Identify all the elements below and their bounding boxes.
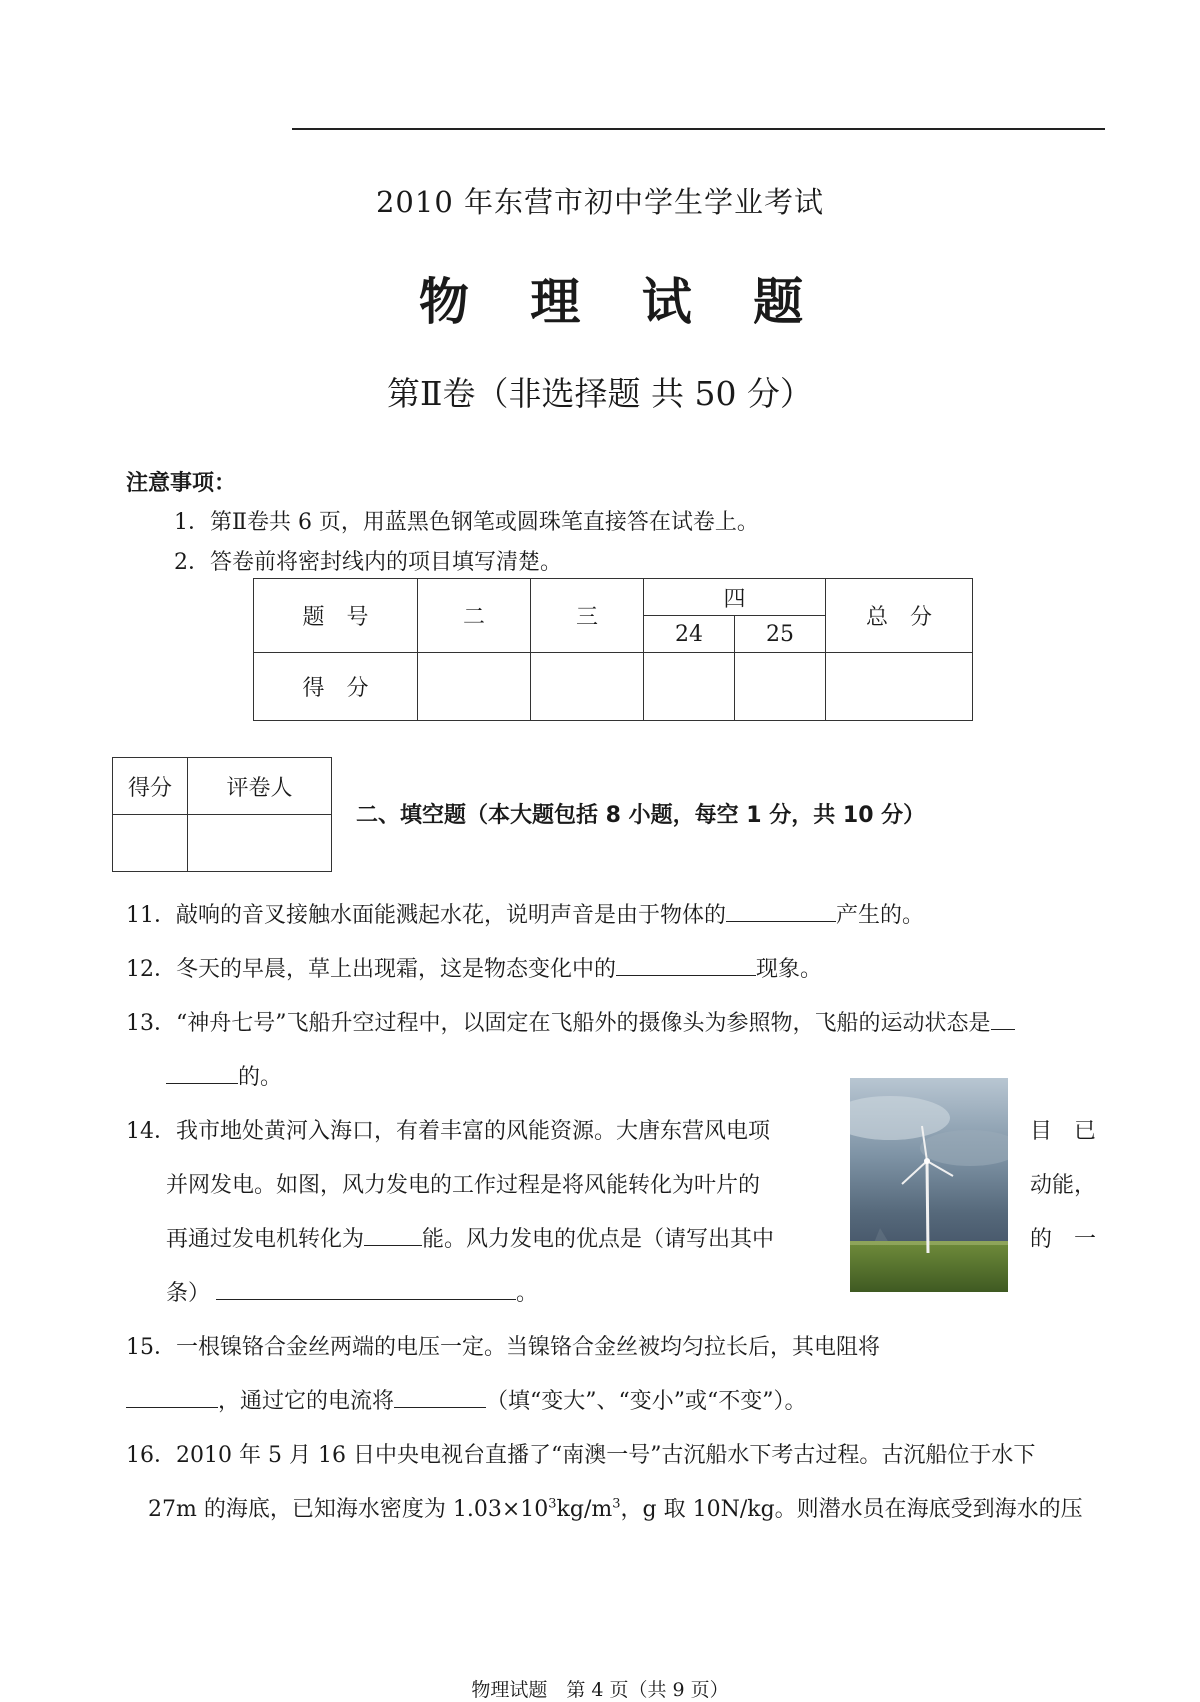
score-table-col-total: 总 分 — [826, 579, 973, 653]
answer-blank[interactable] — [616, 953, 756, 976]
question-text: （填“变大”、“变小”或“不变”）。 — [486, 1389, 807, 1414]
question-15: 15．一根镍铬合金丝两端的电压一定。当镍铬合金丝被均匀拉长后，其电阻将 — [126, 1335, 880, 1360]
question-16-cont — [148, 1492, 1083, 1523]
score-cell — [418, 653, 531, 721]
answer-blank[interactable] — [126, 1385, 218, 1408]
grader-score-cell — [113, 815, 188, 872]
question-14-line4 — [166, 1276, 538, 1307]
question-16: 16．2010 年 5 月 16 日中央电视台直播了“南澳一号”古沉船水下考古过程。古沉船位于水下 — [126, 1443, 1036, 1468]
question-text: ，g 取 10N/kg。则潜水员在海底受到海水的压 — [620, 1497, 1083, 1522]
score-cell — [644, 653, 735, 721]
wind-turbine-photo — [850, 1078, 1008, 1292]
score-table — [253, 578, 973, 721]
wind-turbine-image — [850, 1078, 1008, 1292]
answer-blank[interactable] — [991, 1007, 1015, 1030]
seal-line — [292, 128, 1105, 130]
question-14-line1: 14．我市地处黄河入海口，有着丰富的风能资源。大唐东营风电项 — [126, 1119, 770, 1144]
question-14-line2: 并网发电。如图，风力发电的工作过程是将风能转化为叶片的 — [166, 1173, 761, 1198]
question-text: kg/m — [556, 1497, 613, 1522]
score-cell — [531, 653, 644, 721]
score-table-row-label: 得 分 — [254, 653, 418, 721]
question-14-line3 — [166, 1222, 774, 1253]
section-title: 二、填空题（本大题包括 8 小题，每空 1 分，共 10 分） — [356, 803, 926, 828]
question-text: 27m 的海底，已知海水密度为 1.03×10 — [148, 1497, 549, 1522]
question-14-line3-end: 的 一 — [1030, 1227, 1097, 1252]
part-title: 第Ⅱ卷（非选择题 共 50 分） — [387, 374, 813, 413]
answer-blank[interactable] — [166, 1061, 238, 1084]
answer-blank[interactable] — [726, 899, 836, 922]
question-text: 产生的。 — [836, 903, 925, 928]
question-13-cont — [166, 1060, 282, 1091]
grader-table — [112, 757, 332, 872]
answer-blank[interactable] — [394, 1385, 486, 1408]
question-text: 13．“神舟七号”飞船升空过程中，以固定在飞船外的摄像头为参照物，飞船的运动状态是 — [126, 1011, 991, 1036]
subject-title: 物 理 试 题 — [418, 273, 826, 331]
note-item: 2．答卷前将密封线内的项目填写清楚。 — [174, 550, 562, 575]
note-item: 1．第Ⅱ卷共 6 页，用蓝黑色钢笔或圆珠笔直接答在试卷上。 — [174, 510, 759, 535]
superscript: 3 — [612, 1496, 621, 1512]
notes-title: 注意事项： — [126, 471, 237, 496]
score-cell — [735, 653, 826, 721]
question-text: 。 — [516, 1281, 539, 1306]
question-text: 12．冬天的早晨，草上出现霜，这是物态变化中的 — [126, 957, 616, 982]
score-table-header-label: 题 号 — [254, 579, 418, 653]
question-text: 11．敲响的音叉接触水面能溅起水花，说明声音是由于物体的 — [126, 903, 726, 928]
question-text: 能。风力发电的优点是（请写出其中 — [422, 1227, 775, 1252]
exam-title: 2010 年东营市初中学生学业考试 — [375, 185, 825, 219]
score-table-col-four: 四 — [644, 579, 826, 616]
question-12 — [126, 952, 822, 983]
question-text: 现象。 — [756, 957, 823, 982]
question-11 — [126, 898, 924, 929]
score-table-col-25: 25 — [735, 616, 826, 653]
question-13 — [126, 1006, 1015, 1037]
superscript: 3 — [548, 1496, 557, 1512]
score-table-col-two: 二 — [418, 579, 531, 653]
score-cell — [826, 653, 973, 721]
question-text: 再通过发电机转化为 — [166, 1227, 365, 1252]
page-footer: 物理试题 第 4 页（共 9 页） — [471, 1679, 729, 1701]
question-text: 条） — [166, 1281, 211, 1306]
answer-blank[interactable] — [364, 1223, 422, 1246]
score-table-col-24: 24 — [644, 616, 735, 653]
question-text: 的。 — [238, 1065, 283, 1090]
question-14-line2-end: 动能， — [1030, 1173, 1097, 1198]
question-14-line1-end: 目 已 — [1030, 1119, 1097, 1144]
grader-name-cell — [188, 815, 332, 872]
grader-label: 评卷人 — [188, 758, 332, 815]
question-15-cont — [126, 1384, 807, 1415]
grader-score-label: 得分 — [113, 758, 188, 815]
question-text: ，通过它的电流将 — [218, 1389, 395, 1414]
answer-blank[interactable] — [216, 1277, 516, 1300]
score-table-col-three: 三 — [531, 579, 644, 653]
